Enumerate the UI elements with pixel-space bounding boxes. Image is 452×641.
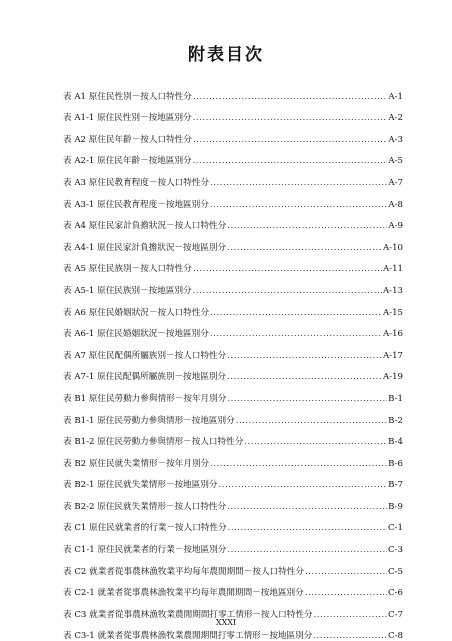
toc-entry-label: 表 B1 原住民勞動力參與情形－按年月別分 xyxy=(63,393,227,404)
toc-dot-leader xyxy=(227,394,387,404)
toc-dot-leader xyxy=(193,264,382,274)
toc-entry-page: B-7 xyxy=(388,480,403,491)
toc-entry-page: C-6 xyxy=(388,588,403,599)
toc-entry[interactable] xyxy=(63,102,403,124)
toc-entry-label: 表 A2 原住民年齡－按人口特性分 xyxy=(63,134,192,145)
toc-entry-page: B-9 xyxy=(388,501,403,512)
toc-entry[interactable] xyxy=(63,123,403,145)
toc-entry-page: A-19 xyxy=(382,372,403,383)
toc-dot-leader xyxy=(193,113,388,123)
toc-entry-page: A-16 xyxy=(382,329,403,340)
toc-entry-label: 表 A4 原住民家計負擔狀況－按人口特性分 xyxy=(63,221,227,232)
table-of-contents xyxy=(63,80,403,641)
toc-entry-label: 表 A7-1 原住民配偶所屬族別－按地區別分 xyxy=(63,372,227,383)
toc-entry[interactable] xyxy=(63,469,403,491)
toc-entry-label: 表 A1-1 原住民性別－按地區別分 xyxy=(63,113,192,124)
toc-entry-page: C-3 xyxy=(388,545,403,556)
toc-dot-leader xyxy=(305,567,387,577)
toc-dot-leader xyxy=(236,416,387,426)
toc-entry[interactable] xyxy=(63,296,403,318)
toc-dot-leader xyxy=(227,372,382,382)
toc-entry[interactable] xyxy=(63,404,403,426)
toc-entry[interactable] xyxy=(63,426,403,448)
toc-entry[interactable] xyxy=(63,490,403,512)
toc-entry-page: B-2 xyxy=(388,415,403,426)
toc-entry[interactable] xyxy=(63,274,403,296)
toc-entry[interactable] xyxy=(63,210,403,232)
page-title: 附表目次 xyxy=(188,45,264,65)
toc-entry-label: 表 A5-1 原住民族別－按地區別分 xyxy=(63,285,192,296)
toc-entry[interactable] xyxy=(63,318,403,340)
toc-entry[interactable] xyxy=(63,339,403,361)
toc-dot-leader xyxy=(228,523,387,533)
toc-entry-label: 表 B1-2 原住民勞動力參與情形－按人口特性分 xyxy=(63,437,244,448)
toc-entry-page: A-11 xyxy=(382,264,403,275)
toc-dot-leader xyxy=(210,459,387,469)
toc-dot-leader xyxy=(210,200,388,210)
toc-dot-leader xyxy=(210,308,382,318)
toc-dot-leader xyxy=(193,135,388,145)
toc-entry-page: A-17 xyxy=(382,350,403,361)
toc-entry-page: A-9 xyxy=(388,221,403,232)
toc-entry[interactable] xyxy=(63,231,403,253)
page-number: XXXI xyxy=(215,618,237,627)
toc-entry-label: 表 B1-1 原住民勞動力參與情形－按地區別分 xyxy=(63,415,235,426)
toc-dot-leader xyxy=(193,92,388,102)
toc-entry-page: C-8 xyxy=(388,631,403,641)
toc-entry-page: A-15 xyxy=(382,307,403,318)
toc-entry-label: 表 C2-1 就業者從事農林漁牧業平均每年農閒期間－按地區別分 xyxy=(63,588,304,599)
toc-entry[interactable] xyxy=(63,80,403,102)
toc-entry-label: 表 A6 原住民婚姻狀況－按人口特性分 xyxy=(63,307,210,318)
toc-entry-label: 表 A6-1 原住民婚姻狀況－按地區別分 xyxy=(63,329,209,340)
toc-entry-page: A-2 xyxy=(388,113,403,124)
toc-entry[interactable] xyxy=(63,382,403,404)
toc-entry-page: A-3 xyxy=(388,134,403,145)
toc-dot-leader xyxy=(227,221,387,231)
toc-entry-label: 表 A1 原住民性別－按人口特性分 xyxy=(63,91,192,102)
toc-entry-page: C-1 xyxy=(388,523,403,534)
toc-entry[interactable] xyxy=(63,577,403,599)
toc-entry-label: 表 A5 原住民族別－按人口特性分 xyxy=(63,264,192,275)
toc-entry[interactable] xyxy=(63,533,403,555)
toc-entry-page: C-7 xyxy=(388,609,403,620)
toc-entry-label: 表 A3-1 原住民教育程度－按地區別分 xyxy=(63,199,209,210)
toc-dot-leader xyxy=(227,545,387,555)
toc-entry-label: 表 A7 原住民配偶所屬族別－按人口特性分 xyxy=(63,350,227,361)
toc-entry-page: B-4 xyxy=(388,437,403,448)
toc-entry-label: 表 C2 就業者從事農林漁牧業平均每年農閒期間－按人口特性分 xyxy=(63,566,304,577)
toc-entry[interactable] xyxy=(63,188,403,210)
toc-entry-page: A-1 xyxy=(388,91,403,102)
toc-entry-page: A-10 xyxy=(382,242,403,253)
toc-entry-label: 表 A4-1 原住民家計負擔狀況－按地區別分 xyxy=(63,242,227,253)
toc-entry-label: 表 C3-1 就業者從事農林漁牧業農閒期間打零工情形－按地區別分 xyxy=(63,631,313,641)
toc-entry-label: 表 C1 原住民就業者的行業－按人口特性分 xyxy=(63,523,227,534)
toc-entry[interactable] xyxy=(63,145,403,167)
toc-entry-label: 表 A2-1 原住民年齡－按地區別分 xyxy=(63,156,192,167)
toc-entry-label: 表 C3 就業者從事農林漁牧業農閒期間打零工情形－按人口特性分 xyxy=(63,609,313,620)
toc-dot-leader xyxy=(227,351,382,361)
toc-dot-leader xyxy=(193,156,388,166)
toc-entry-label: 表 B2-2 原住民就失業情形－按人口特性分 xyxy=(63,501,227,512)
toc-entry-label: 表 B2 原住民就失業情形－按年月別分 xyxy=(63,458,210,469)
toc-entry[interactable] xyxy=(63,166,403,188)
toc-entry-page: A-7 xyxy=(388,177,403,188)
toc-entry-label: 表 C1-1 原住民就業者的行業－按地區別分 xyxy=(63,545,227,556)
toc-entry[interactable] xyxy=(63,512,403,534)
toc-entry[interactable] xyxy=(63,447,403,469)
toc-entry-page: B-1 xyxy=(388,393,403,404)
toc-entry-page: A-8 xyxy=(388,199,403,210)
toc-dot-leader xyxy=(244,437,387,447)
toc-dot-leader xyxy=(219,480,388,490)
toc-entry-page: B-6 xyxy=(388,458,403,469)
toc-dot-leader xyxy=(305,588,387,598)
toc-entry-page: A-13 xyxy=(382,285,403,296)
toc-dot-leader xyxy=(227,502,387,512)
toc-dot-leader xyxy=(210,178,387,188)
toc-dot-leader xyxy=(227,243,382,253)
toc-entry[interactable] xyxy=(63,598,403,620)
toc-entry-page: C-5 xyxy=(388,566,403,577)
toc-dot-leader xyxy=(210,329,382,339)
toc-dot-leader xyxy=(193,286,382,296)
toc-entry-label: 表 B2-1 原住民就失業情形－按地區別分 xyxy=(63,480,218,491)
toc-entry-label: 表 A3 原住民教育程度－按人口特性分 xyxy=(63,177,210,188)
toc-entry[interactable] xyxy=(63,555,403,577)
toc-entry[interactable] xyxy=(63,361,403,383)
toc-entry[interactable] xyxy=(63,253,403,275)
toc-entry-page: A-5 xyxy=(388,156,403,167)
